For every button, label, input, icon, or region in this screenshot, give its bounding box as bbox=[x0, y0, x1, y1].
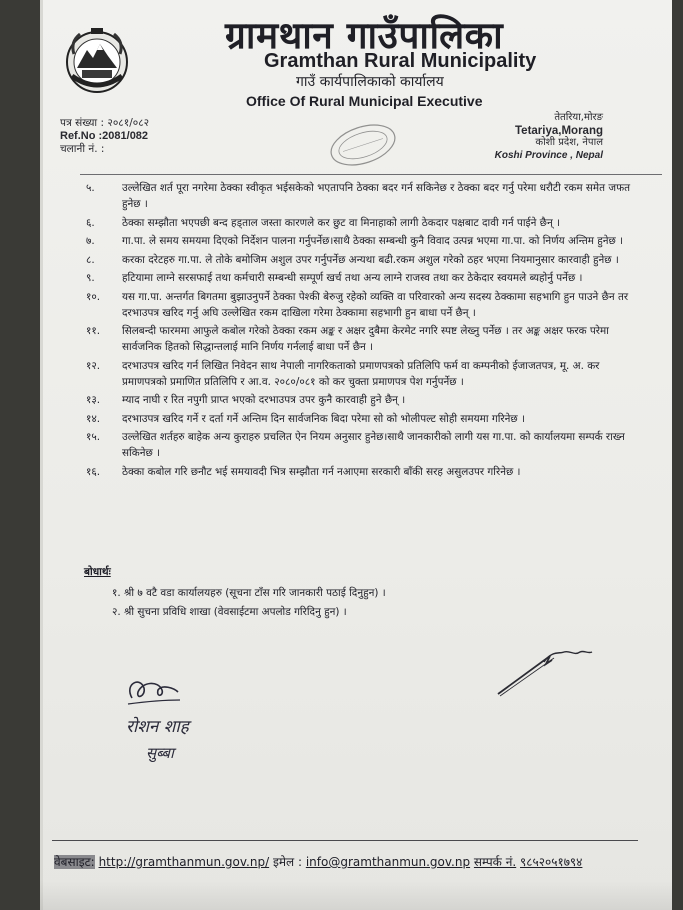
email-label: इमेल : bbox=[272, 855, 303, 869]
item-text: हटियामा लाग्ने सरसफाई तथा कर्मचारी सम्बन्धी सम्पूर्ण खर्च तथा अन्य लाग्ने राजस्व तथा कर ठेकेदार स्वयमले ब्यहोर्नु पर्नेछ । bbox=[122, 272, 583, 284]
list-item bbox=[86, 392, 646, 408]
item-number: ११. bbox=[86, 325, 101, 337]
municipality-name-nepali: ग्रामथान गाउँपालिका bbox=[225, 14, 504, 57]
address-nepali: तेतरिया,मोरङ bbox=[554, 112, 603, 123]
footer-divider bbox=[52, 840, 638, 841]
province-english: Koshi Province , Nepal bbox=[494, 149, 603, 161]
list-item bbox=[86, 252, 646, 268]
item-number: १३. bbox=[86, 394, 101, 406]
address-english: Tetariya,Morang bbox=[515, 124, 603, 137]
footer-contact bbox=[54, 853, 582, 870]
signer-title: सुब्बा bbox=[146, 744, 174, 762]
address-block bbox=[495, 112, 603, 162]
item-text: करका दरेटहरु गा.पा. ले तोके बमोजिम अशुल उपर गर्नुपर्नेछ अन्यथा बढी.रकम अशुल गरेको ठहर भएमा नियमानुसार कारवाही हुनेछ । bbox=[122, 253, 619, 266]
list-item bbox=[86, 358, 646, 390]
item-text: सिलबन्दी फारममा आफुले कबोल गरेको ठेक्का रकम अङ्क र अक्षर दुबैमा केरमेट नगरि स्पष्ट लेख्नु पर्नेछ । तर अङ्क अक्षर फरक परेमा सार्वजनिक हितको सिद्धान्तलाई मानि निर्णय गर्नलाई बाधा पर्ने छैन । bbox=[122, 325, 609, 353]
item-number: ८. bbox=[86, 253, 95, 266]
item-text: म्याद नाघी र रित नपुगी प्राप्त भएको दरभाउपत्र उपर कुनै कारवाही हुने छैन् । bbox=[122, 394, 406, 406]
item-number: ९. bbox=[86, 272, 95, 284]
website-link[interactable]: http://gramthanmun.gov.np/ bbox=[98, 855, 270, 869]
office-name-nepali: गाउँ कार्यपालिकाको कार्यालय bbox=[296, 74, 444, 90]
list-item bbox=[86, 270, 646, 286]
list-item bbox=[86, 215, 646, 231]
item-text: दरभाउपत्र खरिद गर्न लिखित निवेदन साथ नेपाली नागरिकताको प्रमाणपत्रको प्रतिलिपि फर्म वा कम्पनीको ईजाजतपत्र, मू. अ. कर प्रमाणपत्रको प्रमाणित प्रतिलिपि र आ.व. २०८०/०८१ को कर चुक्ता प्रमाणपत्र पेश गर्नुपर्नेछ । bbox=[122, 359, 600, 388]
phone-number: ९८५२०५१७९४ bbox=[520, 855, 583, 869]
contact-label: सम्पर्क नं. bbox=[473, 855, 517, 869]
email-link[interactable]: info@gramthanmun.gov.np bbox=[305, 855, 471, 869]
bodhartha-heading: बोधार्थः bbox=[84, 566, 111, 578]
signature-left bbox=[118, 670, 238, 770]
list-item bbox=[86, 464, 646, 480]
item-text: यस गा.पा. अन्तर्गत बिगतमा बुझाउनुपर्ने ठेक्का पेश्की बेरुजु रहेको व्यक्ति वा परिवारको अन्य सदस्य ठेक्कामा सहभागि हुन पाउने छैन तर दरभाउपत्र खरिद गर्नु अघि उल्लेखित रकम दाखिला गरेमा ठेक्कामा सहभागी हुन बाधा पर्ने छैन् । bbox=[122, 290, 629, 319]
list-item bbox=[86, 233, 646, 249]
list-item bbox=[86, 429, 646, 461]
chalani-no: चलानी नं. : bbox=[60, 143, 105, 155]
reference-block bbox=[60, 117, 149, 156]
bodhartha-list bbox=[112, 584, 386, 622]
item-number: १६. bbox=[86, 465, 101, 478]
item-text: ठेक्का कबोल गरि छनौट भई समयावदी भित्र सम्झौता गर्न नआएमा सरकारी बाँकी सरह असुलउपर गरिनेछ । bbox=[122, 465, 521, 478]
ref-no: Ref.No :2081/082 bbox=[60, 130, 149, 142]
patra-sankhya: पत्र संख्या : २०८१/०८२ bbox=[60, 117, 150, 129]
item-text: ठेक्का सम्झौता भएपछी बन्द हड्ताल जस्ता कारणले कर छुट वा मिनाहाको लागी ठेकदार पक्षबाट दावी गर्न पाईने छैन् । bbox=[122, 216, 560, 229]
item-number: ५. bbox=[86, 182, 95, 194]
item-text: उल्लेखित शर्तहरु बाहेक अन्य कुराहरु प्रचलित ऐन नियम अनुसार हुनेछ।साथै जानकारीको लागी यस गा.पा. को कार्यालयमा सम्पर्क राख्न सकिनेछ । bbox=[122, 431, 625, 459]
item-number: १०. bbox=[86, 290, 101, 303]
list-item bbox=[86, 180, 646, 212]
item-number: ७. bbox=[86, 235, 95, 247]
conditions-list bbox=[86, 180, 646, 482]
cc-line: १. श्री ७ वटै वडा कार्यालयहरु (सूचना टाँस गरि जानकारी पठाई दिनुहुन) । bbox=[112, 587, 386, 599]
item-text: दरभाउपत्र खरिद गर्ने र दर्ता गर्ने अन्तिम दिन सार्वजनिक बिदा परेमा सो को भोलीपल्ट सोही समयमा गरिनेछ । bbox=[122, 412, 525, 425]
list-item bbox=[86, 323, 646, 355]
cc-line: २. श्री सुचना प्रविधि शाखा (वेवसाईटमा अपलोड गरिदिनु हुन) । bbox=[112, 606, 347, 618]
list-item bbox=[86, 289, 646, 321]
list-item bbox=[86, 411, 646, 427]
item-text: गा.पा. ले समय समयमा दिएको निर्देशन पालना गर्नुपर्नेछ।साथै ठेक्का सम्बन्धी कुनै विवाद उत्पन्न भएमा गा.पा. को निर्णय अन्तिम हुनेछ । bbox=[122, 235, 624, 247]
signer-name: रोशन शाह bbox=[126, 717, 189, 737]
item-number: ६. bbox=[86, 216, 95, 229]
province-nepali: कोशी प्रदेश, नेपाल bbox=[535, 137, 603, 148]
municipality-emblem bbox=[62, 24, 132, 98]
header-divider bbox=[80, 174, 662, 175]
page-edge bbox=[40, 0, 43, 910]
item-number: १४. bbox=[86, 412, 101, 425]
municipality-name-english: Gramthan Rural Municipality bbox=[264, 50, 537, 72]
page-shadow bbox=[40, 880, 672, 910]
item-text: उल्लेखित शर्त पूरा नगरेमा ठेक्का स्वीकृत भईसकेको भएतापनि ठेक्का बदर गर्न सकिनेछ र ठेक्का बदर गर्नु परेमा धरौटी रकम समेत जफत हुनेछ । bbox=[122, 182, 631, 210]
item-number: १२. bbox=[86, 359, 101, 372]
office-name-english: Office Of Rural Municipal Executive bbox=[246, 93, 483, 109]
item-number: १५. bbox=[86, 431, 101, 443]
website-label: वेबसाइट: bbox=[54, 855, 95, 869]
signature-right bbox=[492, 640, 612, 700]
